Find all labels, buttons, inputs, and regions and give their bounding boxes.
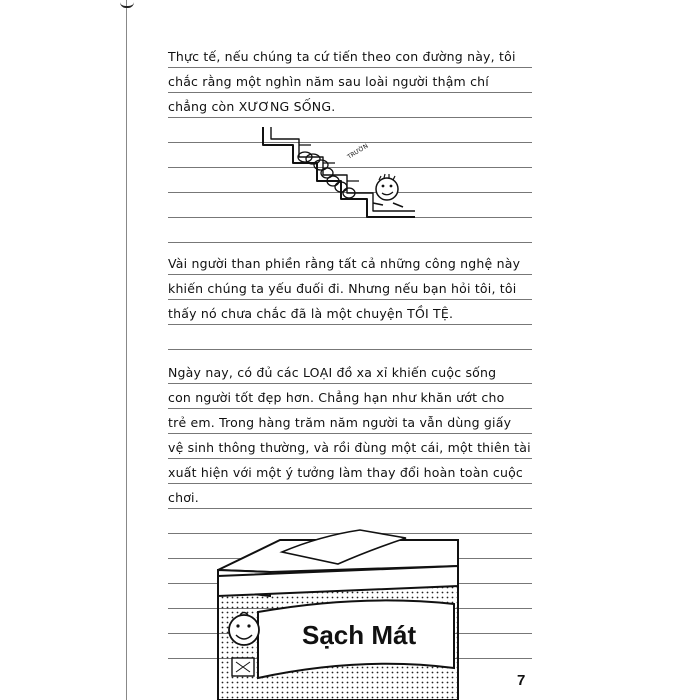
rule-line xyxy=(168,349,532,350)
text-line: xuất hiện với một ý tưởng làm thay đổi hoàn toàn cuộc xyxy=(168,465,524,480)
rule-line xyxy=(168,458,532,459)
wipes-box-illustration xyxy=(210,520,470,700)
page-corner-mark xyxy=(120,0,134,8)
rule-line xyxy=(168,408,532,409)
text-line: trẻ em. Trong hàng trăm năm người ta vẫn dùng giấy xyxy=(168,415,512,430)
rule-line xyxy=(168,92,532,93)
rule-line xyxy=(168,383,532,384)
rule-line xyxy=(168,299,532,300)
rule-line xyxy=(168,324,532,325)
text-line: vệ sinh thông thường, và rồi đùng một cái, một thiên tài xyxy=(168,440,531,455)
rule-line xyxy=(168,508,532,509)
rule-line xyxy=(168,67,532,68)
rule-line xyxy=(168,433,532,434)
rule-line xyxy=(168,483,532,484)
page-number: 7 xyxy=(517,672,526,689)
rule-line xyxy=(168,117,532,118)
stairs-crawling-illustration xyxy=(255,125,425,220)
text-line: thấy nó chưa chắc đã là một chuyện TỒI TỆ. xyxy=(168,306,454,321)
text-line: Thực tế, nếu chúng ta cứ tiến theo con đường này, tôi xyxy=(168,49,516,64)
page-binding-edge xyxy=(126,0,127,700)
text-line: Ngày nay, có đủ các LOẠI đồ xa xỉ khiến cuộc sống xyxy=(168,365,497,380)
rule-line xyxy=(168,242,532,243)
text-line: Vài người than phiền rằng tất cả những công nghệ này xyxy=(168,256,521,271)
stairs-label: TRƯỜN xyxy=(346,142,370,161)
text-line: khiến chúng ta yếu đuối đi. Nhưng nếu bạn hỏi tôi, tôi xyxy=(168,281,517,296)
text-line: chắc rằng một nghìn năm sau loài người thậm chí xyxy=(168,74,489,89)
text-line: chẳng còn XƯƠNG SỐNG. xyxy=(168,99,336,114)
text-line: con người tốt đẹp hơn. Chẳng hạn như khăn ướt cho xyxy=(168,390,505,405)
text-line: chơi. xyxy=(168,490,199,505)
rule-line xyxy=(168,274,532,275)
box-brand-text: Sạch Mát xyxy=(302,620,417,650)
